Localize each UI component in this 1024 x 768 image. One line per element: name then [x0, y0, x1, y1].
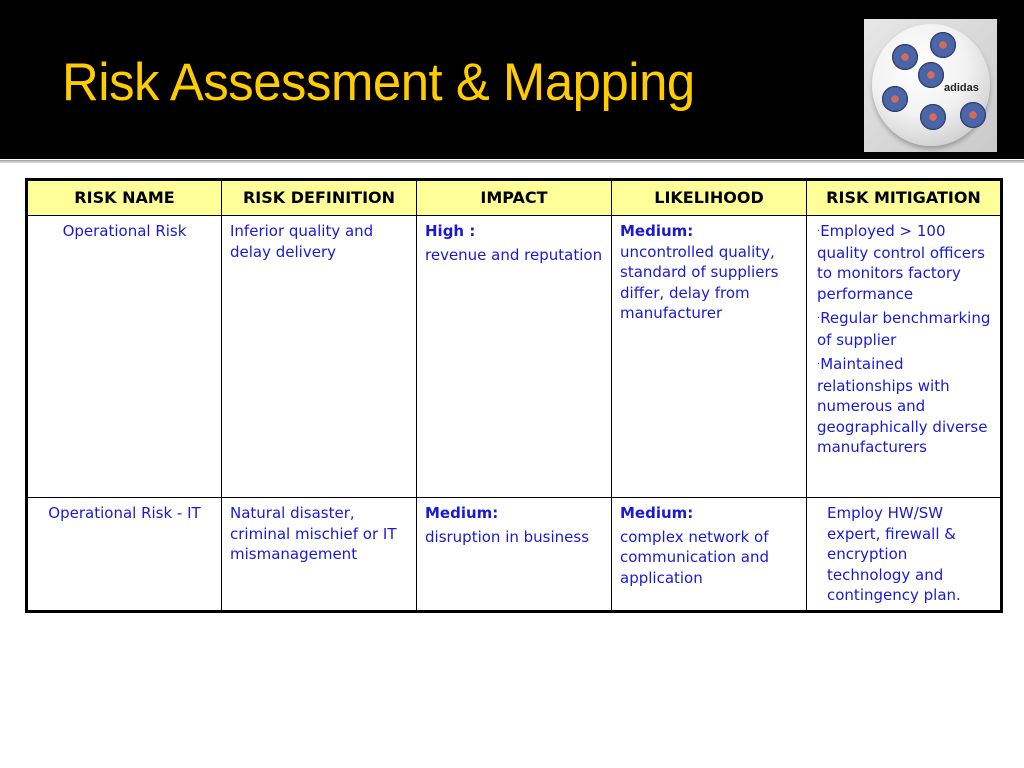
likelihood-level: Medium:	[620, 504, 694, 522]
impact-text: revenue and reputation	[425, 245, 603, 264]
ball-panel	[930, 32, 956, 58]
slide-title: Risk Assessment & Mapping	[62, 53, 695, 112]
risk-name-cell: Operational Risk - IT	[27, 498, 222, 612]
ball-panel	[892, 44, 918, 70]
definition-cell: Natural disaster, criminal mischief or IT mismanagement	[222, 498, 417, 612]
impact-cell	[417, 216, 612, 498]
risk-name-cell: Operational Risk	[27, 216, 222, 498]
table-header-row	[27, 180, 1002, 216]
likelihood-text: complex network of communication and application	[620, 527, 769, 587]
mitigation-bullet: ·Regular benchmarking of supplier	[817, 309, 991, 349]
header-risk-name: RISK NAME	[27, 180, 222, 216]
table-row	[27, 498, 1002, 612]
table-row	[27, 216, 1002, 498]
header-impact: IMPACT	[417, 180, 612, 216]
definition-cell: Inferior quality and delay delivery	[222, 216, 417, 498]
impact-level: Medium:	[425, 504, 499, 522]
impact-level: High :	[425, 222, 476, 240]
ball-brand-text: adidas	[944, 82, 979, 94]
mitigation-bullet: ·Employed > 100 quality control officers to monitors factory performance	[817, 222, 985, 303]
soccer-ball-icon	[872, 24, 990, 146]
likelihood-cell	[612, 216, 807, 498]
ball-panel	[918, 62, 944, 88]
impact-text: disruption in business	[425, 527, 590, 546]
header-risk-definition: RISK DEFINITION	[222, 180, 417, 216]
impact-cell	[417, 498, 612, 612]
likelihood-level: Medium:	[620, 222, 694, 240]
mitigation-bullet: ·Maintained relationships with numerous and geographically diverse manufacturers	[817, 355, 988, 456]
likelihood-cell	[612, 498, 807, 612]
likelihood-text: uncontrolled quality, standard of suppliers differ, delay from manufacturer	[620, 242, 779, 322]
soccer-ball-image	[864, 19, 997, 152]
mitigation-cell: Employ HW/SW expert, firewall & encryption technology and contingency plan.	[807, 498, 1002, 612]
header-likelihood: LIKELIHOOD	[612, 180, 807, 216]
bullet-icon: ·	[817, 226, 821, 237]
ball-panel	[920, 104, 946, 130]
mitigation-cell	[807, 216, 1002, 498]
ball-panel	[960, 102, 986, 128]
ball-panel	[882, 86, 908, 112]
risk-table	[25, 178, 1003, 613]
bullet-icon: ·	[817, 359, 821, 370]
bullet-icon: ·	[817, 313, 821, 324]
header-risk-mitigation: RISK MITIGATION	[807, 180, 1002, 216]
header-divider	[0, 160, 1024, 163]
